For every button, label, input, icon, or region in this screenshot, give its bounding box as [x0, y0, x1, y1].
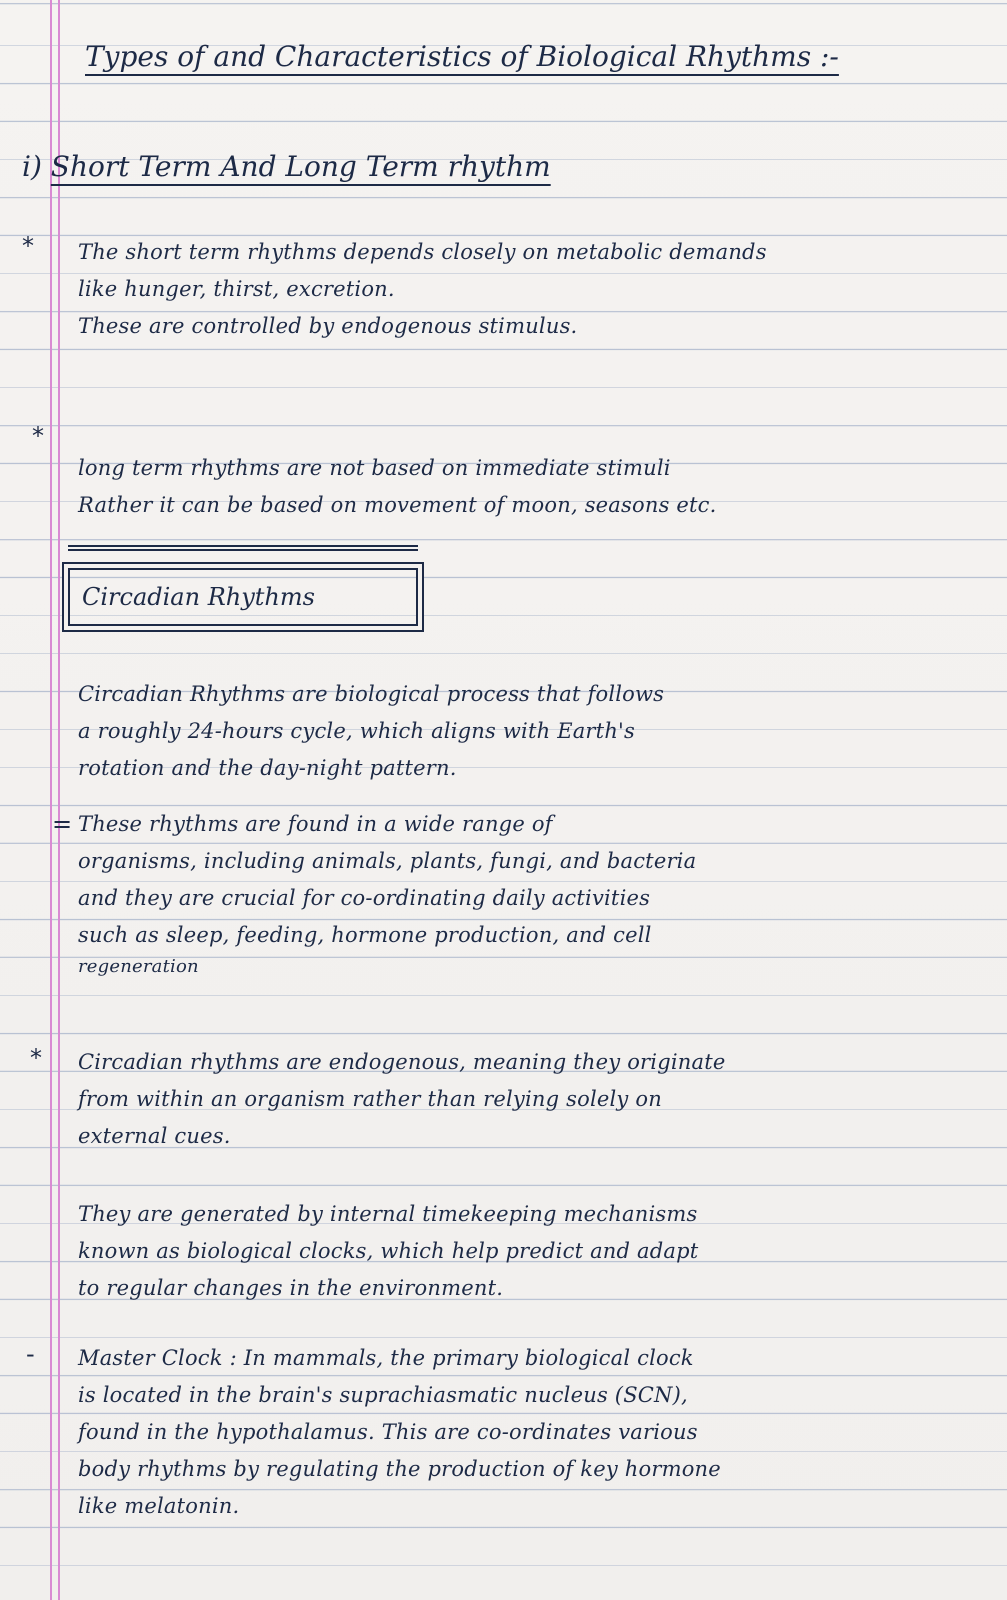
text-line: rotation and the day-night pattern. [78, 756, 457, 780]
section-heading-text: Short Term And Long Term rhythm [50, 150, 551, 183]
text-line: a roughly 24-hours cycle, which aligns with Earth's [78, 719, 635, 743]
master-clock-paragraph [78, 1340, 967, 1525]
text-line: These rhythms are found in a wide range of [78, 812, 553, 836]
text-line: and they are crucial for co-ordinating daily activities [78, 886, 651, 910]
text-line: regeneration [78, 956, 199, 977]
dash-marker: - [26, 1340, 35, 1368]
text-line: organisms, including animals, plants, fungi, and bacteria [78, 849, 697, 873]
text-line: known as biological clocks, which help predict and adapt [78, 1239, 699, 1263]
margin-line [58, 0, 60, 1600]
text-line: like hunger, thirst, excretion. [78, 277, 395, 301]
text-line: body rhythms by regulating the production of key hormone [78, 1457, 721, 1481]
text-line: such as sleep, feeding, hormone production, and cell [78, 923, 652, 947]
text-line: The short term rhythms depends closely on metabolic demands [78, 240, 767, 264]
equals-marker: = [52, 810, 73, 838]
page-title: Types of and Characteristics of Biological Rhythms :- [85, 40, 839, 73]
text-line: Master Clock : In mammals, the primary biological clock [78, 1346, 694, 1370]
organisms-paragraph [78, 806, 967, 980]
text-line: external cues. [78, 1124, 231, 1148]
section-number: i) [22, 150, 42, 183]
text-line: to regular changes in the environment. [78, 1276, 504, 1300]
text-line: is located in the brain's suprachiasmatic nucleus (SCN), [78, 1383, 688, 1407]
text-line: from within an organism rather than relying solely on [78, 1087, 662, 1111]
bullet-star-marker: * [30, 1044, 42, 1072]
short-term-paragraph [78, 234, 967, 345]
section-heading [22, 148, 551, 186]
margin-line [50, 0, 52, 1600]
text-line: found in the hypothalamus. This are co-ordinates various [78, 1420, 698, 1444]
bullet-star-marker: * [32, 422, 44, 450]
heading-rule [68, 545, 418, 551]
text-line: They are generated by internal timekeeping mechanisms [78, 1202, 698, 1226]
text-line: Circadian Rhythms are biological process that follows [78, 682, 665, 706]
text-line: These are controlled by endogenous stimulus. [78, 314, 578, 338]
long-term-paragraph [78, 450, 967, 524]
text-line: like melatonin. [78, 1494, 240, 1518]
endogenous-paragraph [78, 1044, 967, 1155]
boxed-heading: Circadian Rhythms [68, 568, 418, 626]
text-line: long term rhythms are not based on immediate stimuli [78, 456, 671, 480]
text-line: Circadian rhythms are endogenous, meaning they originate [78, 1050, 726, 1074]
bullet-star-marker: * [22, 232, 34, 260]
biological-clocks-paragraph [78, 1196, 967, 1307]
text-line: Rather it can be based on movement of moon, seasons etc. [78, 493, 717, 517]
circadian-definition-paragraph [78, 676, 967, 787]
